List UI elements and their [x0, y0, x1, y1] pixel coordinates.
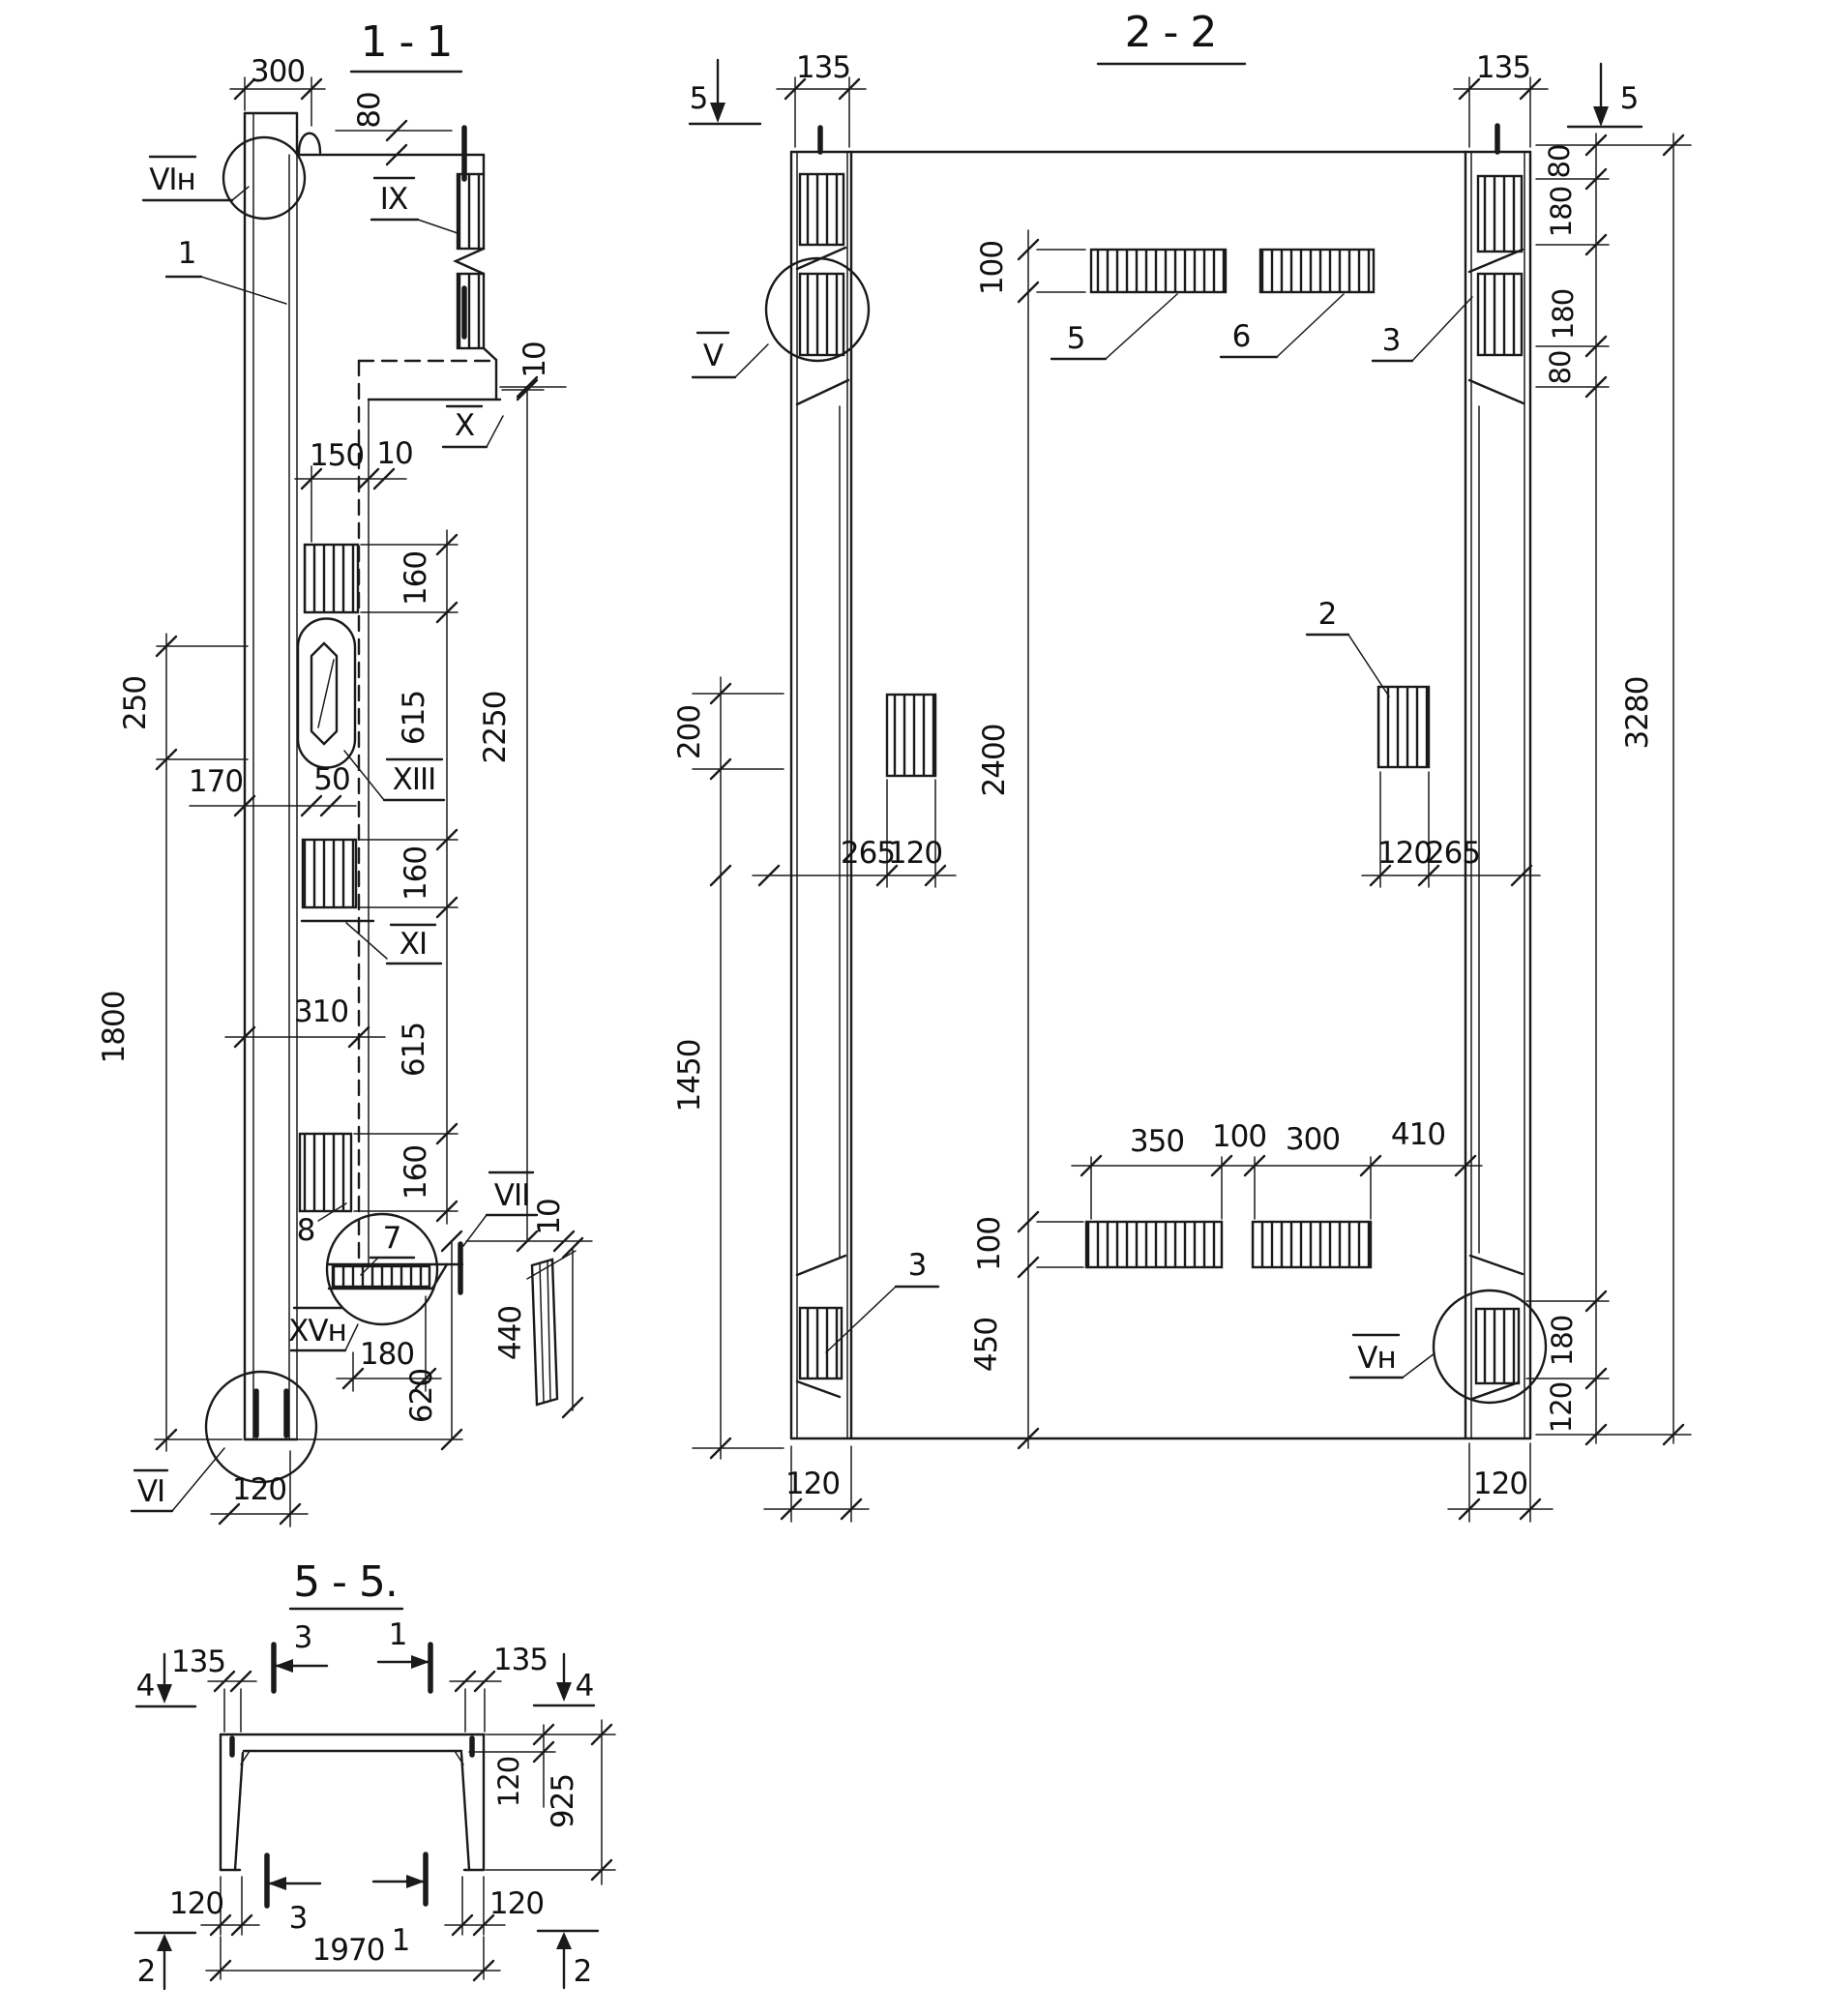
section-1-1 [97, 17, 592, 1527]
dim-text: 80 [352, 92, 387, 129]
marker-text: 5 [689, 81, 708, 116]
marker-text: 4 [135, 1669, 155, 1704]
dim-text: 120 [488, 1886, 545, 1921]
section-marker-2-left [135, 1933, 195, 1989]
dim-text: 135 [1475, 50, 1531, 85]
detail-mark-xi [302, 921, 441, 964]
detail-label-vn: Vн [1357, 1341, 1396, 1376]
dim-text: 50 [313, 762, 350, 797]
marker-text: 3 [293, 1620, 312, 1655]
detail-mark-xvn [288, 1308, 358, 1350]
marker-text: 3 [288, 1901, 308, 1936]
dim-150-10 [295, 436, 413, 542]
detail-label-vin: VIн [149, 163, 195, 197]
dim-text: 160 [399, 845, 433, 902]
section-marker-2-right [538, 1931, 598, 1989]
dim-135-right [1454, 50, 1548, 147]
dim-text: 120 [784, 1467, 841, 1501]
section-marker-5-right [1568, 64, 1642, 127]
detail-circle-7 [327, 1214, 462, 1324]
dim-text: 160 [399, 1144, 433, 1201]
section-marker-5-left [690, 60, 760, 124]
dim-text: 2250 [478, 691, 513, 764]
dim-text: 265 [1425, 836, 1481, 871]
dim-120-bottom-right [1448, 1443, 1553, 1522]
dim-100-top [975, 230, 1085, 310]
section-marker-3-top [274, 1620, 327, 1691]
dim-text: 10 [532, 1199, 567, 1235]
dim-120-bottom-left [169, 1877, 259, 1935]
dim-135-right [450, 1643, 548, 1732]
dim-chain-right [1526, 133, 1609, 1444]
dim-120-bottom-right [445, 1877, 544, 1935]
dim-text: 160 [399, 550, 433, 607]
dim-text: 100 [1211, 1119, 1267, 1154]
dim-text: 120 [492, 1756, 525, 1808]
channel-profile [221, 1734, 484, 1870]
dim-text: 310 [293, 994, 349, 1029]
part-label-3: 3 [1381, 323, 1401, 358]
rebar-splice-block [305, 545, 358, 612]
dim-text: 250 [118, 675, 153, 731]
dim-120-bottom-left [764, 1446, 869, 1522]
dim-170-50 [189, 762, 356, 815]
dim-text: 120 [168, 1886, 224, 1921]
dim-text: 265 [840, 836, 896, 871]
rebar-splice-block [300, 1134, 351, 1211]
right-rib [1465, 152, 1530, 1438]
section-2-2 [672, 8, 1691, 1522]
right-mid-block [1307, 597, 1540, 887]
detail-label-x: X [454, 408, 475, 443]
detail-label-vi: VI [136, 1474, 165, 1509]
dim-text: 615 [397, 1022, 431, 1078]
detail-label-v: V [702, 339, 724, 373]
detail-label-vii: VII [493, 1178, 530, 1213]
dim-mid-chain [969, 310, 1083, 1448]
part-label-7: 7 [382, 1221, 401, 1256]
part-label-2: 2 [1317, 597, 1337, 632]
dim-text: 135 [170, 1645, 226, 1679]
dim-text: 450 [969, 1317, 1004, 1373]
dim-chain-right [354, 530, 458, 1224]
dim-text: 170 [188, 764, 244, 799]
dim-text: 80 [1543, 144, 1576, 179]
marker-text: 5 [1619, 81, 1639, 116]
section-marker-1-top [378, 1617, 430, 1691]
detail-label-xiii: XIII [392, 762, 436, 797]
detail-label-ix: IX [379, 182, 408, 217]
dim-text: 150 [309, 438, 365, 473]
leader-3-bottom [826, 1248, 938, 1352]
dim-text: 10 [518, 341, 552, 378]
part-label-1: 1 [177, 236, 196, 271]
left-rib [791, 152, 851, 1438]
dim-text: 120 [231, 1472, 287, 1507]
marker-text: 1 [391, 1923, 410, 1958]
section-title: 5 - 5. [293, 1557, 398, 1607]
section-5-5 [135, 1557, 615, 1989]
dim-text: 925 [546, 1773, 580, 1829]
dim-text: 180 [1547, 288, 1580, 341]
section-title: 2 - 2 [1124, 8, 1217, 57]
part-label-5: 5 [1066, 321, 1085, 356]
section-marker-3-bottom [267, 1855, 320, 1936]
dim-text: 120 [1545, 1381, 1578, 1434]
dim-text: 80 [1544, 350, 1577, 385]
dim-text: 440 [493, 1305, 528, 1361]
bottom-outlet-bars [1072, 1117, 1482, 1267]
dim-text: 100 [972, 1216, 1007, 1272]
dim-text: 180 [1546, 1315, 1579, 1367]
marker-text: 1 [388, 1617, 407, 1652]
dim-text: 1450 [672, 1039, 707, 1112]
dim-440 [493, 1238, 582, 1417]
dim-text: 615 [397, 690, 431, 746]
detail-circle-vin [143, 137, 305, 219]
dim-text: 1970 [311, 1933, 385, 1968]
detail-mark-ix [371, 128, 464, 233]
dim-text: 200 [672, 704, 707, 760]
marker-text: 4 [575, 1669, 594, 1704]
dim-text: 135 [492, 1643, 548, 1677]
dim-text: 300 [250, 54, 306, 89]
detail-label-xvn: XVн [288, 1314, 346, 1349]
dim-310 [225, 994, 385, 1047]
top-outlet-bars [1051, 250, 1472, 361]
dim-left-chain [97, 634, 248, 1451]
dim-text: 120 [1376, 836, 1433, 871]
dim-text: 410 [1390, 1117, 1446, 1152]
dim-text: 180 [1545, 186, 1578, 238]
part-label-8: 8 [296, 1213, 315, 1248]
section-title: 1 - 1 [360, 17, 453, 67]
dim-text: 180 [359, 1337, 415, 1372]
part-label-6: 6 [1231, 319, 1251, 354]
leader-1 [166, 236, 286, 304]
dim-text: 620 [404, 1368, 439, 1424]
rebar-splice-block [303, 840, 356, 907]
dim-text: 120 [1472, 1467, 1528, 1501]
dim-135-left [171, 1645, 256, 1732]
dim-text: 1800 [97, 991, 132, 1064]
dim-120-web [469, 1725, 555, 1807]
part-label-3: 3 [907, 1248, 927, 1283]
dim-text: 3280 [1620, 676, 1655, 750]
dim-text: 350 [1129, 1124, 1185, 1159]
dim-text: 2400 [977, 724, 1012, 797]
dim-2250 [478, 380, 544, 1251]
detail-circle-vi [132, 1372, 316, 1527]
marker-text: 2 [136, 1954, 156, 1989]
dim-1970 [206, 1933, 500, 1980]
dim-text: 10 [376, 436, 413, 471]
detail-label-xi: XI [399, 927, 428, 962]
dim-text: 135 [795, 50, 851, 85]
dim-text: 100 [975, 240, 1010, 296]
dim-text: 300 [1285, 1122, 1341, 1157]
dim-text: 120 [887, 836, 943, 871]
marker-text: 2 [573, 1954, 592, 1989]
dim-80-top [336, 92, 452, 164]
lifting-loop [299, 133, 320, 153]
